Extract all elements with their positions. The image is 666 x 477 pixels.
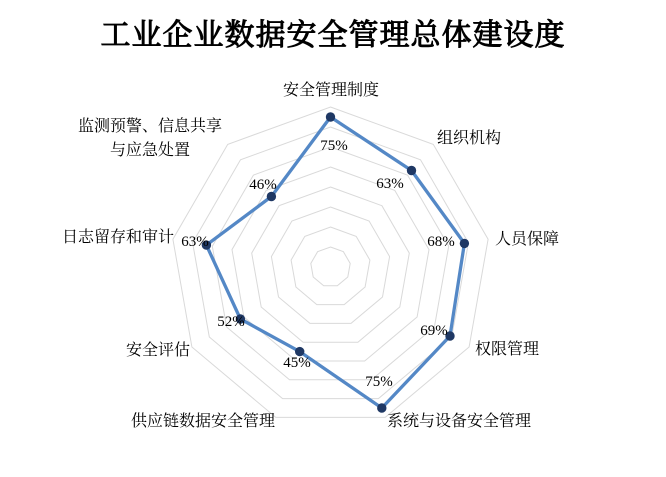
data-value-label: 63% xyxy=(181,234,209,250)
radar-axis-labels xyxy=(62,81,559,430)
axis-category-label: 组织机构 xyxy=(437,129,502,147)
data-point-marker xyxy=(267,192,276,201)
grid-ring xyxy=(271,207,389,323)
data-value-label: 68% xyxy=(427,234,455,250)
data-point-marker xyxy=(377,403,386,412)
data-value-label: 75% xyxy=(320,138,348,154)
data-value-label: 63% xyxy=(376,176,404,192)
data-point-marker xyxy=(326,112,335,121)
data-value-label: 75% xyxy=(365,374,393,390)
radar-series xyxy=(206,117,464,408)
axis-category-label: 权限管理 xyxy=(475,340,540,358)
grid-ring xyxy=(291,227,370,305)
axis-category-label: 人员保障 xyxy=(495,230,560,248)
data-value-label: 45% xyxy=(283,355,311,371)
grid-ring xyxy=(212,147,448,380)
data-point-marker xyxy=(460,239,469,248)
axis-category-label: 安全评估 xyxy=(125,341,190,359)
grid-ring xyxy=(311,247,350,286)
axis-category-label: 安全管理制度 xyxy=(282,81,380,99)
data-value-label: 69% xyxy=(420,323,448,339)
axis-category-label: 系统与设备安全管理 xyxy=(387,412,532,430)
radar-markers xyxy=(202,112,469,412)
axis-category-label: 供应链数据安全管理 xyxy=(130,412,275,430)
data-point-marker xyxy=(407,166,416,175)
data-value-label: 46% xyxy=(249,177,277,193)
axis-category-label: 监测预警、信息共享与应急处置 xyxy=(77,117,223,159)
chart-title: 工业企业数据安全管理总体建设度 xyxy=(100,19,566,52)
axis-category-label: 日志留存和审计 xyxy=(61,228,174,246)
data-value-label: 52% xyxy=(217,314,245,330)
data-series-line xyxy=(206,117,464,408)
grid-ring xyxy=(252,187,410,342)
